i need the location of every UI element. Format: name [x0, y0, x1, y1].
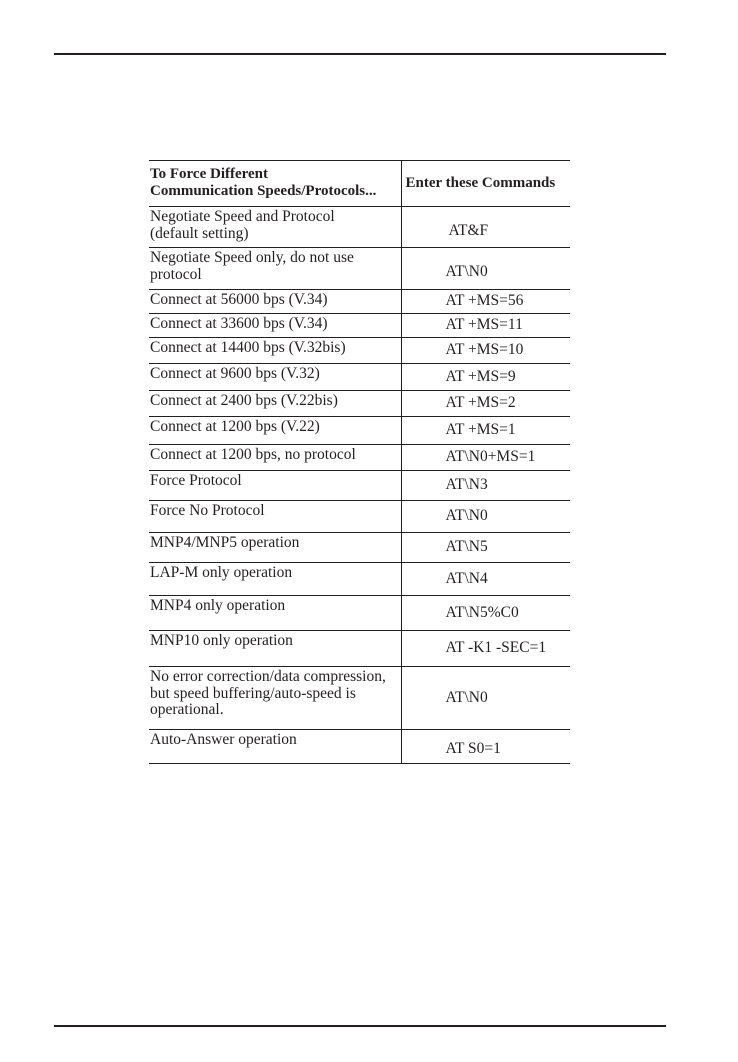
description-line: LAP-M only operation	[150, 564, 293, 581]
description-line: Force No Protocol	[150, 502, 265, 519]
table-row	[149, 445, 570, 471]
table-row	[149, 248, 570, 290]
row-description	[149, 667, 401, 730]
top-rule	[54, 53, 666, 55]
row-command: AT +MS=9	[401, 364, 570, 391]
table-row	[149, 730, 570, 764]
description-line: Connect at 1200 bps (V.22)	[150, 418, 320, 435]
row-description	[149, 338, 401, 364]
row-command: AT +MS=1	[401, 417, 570, 445]
row-command: AT -K1 -SEC=1	[401, 631, 570, 667]
row-description	[149, 563, 401, 596]
row-description	[149, 631, 401, 667]
header-commands: Enter these Commands	[401, 161, 570, 207]
row-command: AT +MS=10	[401, 338, 570, 364]
row-command: AT\N4	[401, 563, 570, 596]
description-line: Connect at 56000 bps (V.34)	[150, 291, 328, 308]
row-description	[149, 533, 401, 563]
description-line: Auto-Answer operation	[150, 731, 297, 748]
row-description	[149, 364, 401, 391]
table-row	[149, 631, 570, 667]
table-header-row	[149, 161, 570, 207]
row-description	[149, 391, 401, 417]
table-row	[149, 667, 570, 730]
header-force-speeds	[149, 161, 401, 207]
row-description	[149, 445, 401, 471]
header-force-line-2: Communication Speeds/Protocols...	[150, 182, 377, 199]
row-command: AT\N5%C0	[401, 596, 570, 631]
table-row	[149, 207, 570, 248]
description-line: Connect at 14400 bps (V.32bis)	[150, 339, 346, 356]
description-line: Connect at 2400 bps (V.22bis)	[150, 392, 338, 409]
header-force-line-1: To Force Different	[150, 166, 269, 182]
row-description	[149, 730, 401, 764]
row-description	[149, 207, 401, 248]
table-row	[149, 290, 570, 314]
description-line: Connect at 9600 bps (V.32)	[150, 365, 320, 382]
row-command: AT\N0	[401, 667, 570, 730]
table-row	[149, 596, 570, 631]
row-description	[149, 471, 401, 501]
table-row	[149, 533, 570, 563]
row-description	[149, 290, 401, 314]
row-command: AT\N5	[401, 533, 570, 563]
command-table	[149, 160, 570, 764]
row-command: AT\N0	[401, 501, 570, 533]
table-row	[149, 338, 570, 364]
description-line: (default setting)	[150, 224, 249, 242]
description-line: Force Protocol	[150, 472, 242, 489]
table-row	[149, 314, 570, 338]
row-description	[149, 596, 401, 631]
description-line: Connect at 33600 bps (V.34)	[150, 315, 328, 332]
row-description	[149, 417, 401, 445]
description-line: but speed buffering/auto-speed is	[150, 684, 356, 702]
row-description	[149, 248, 401, 290]
row-command: AT +MS=56	[401, 290, 570, 314]
row-command: AT\N0+MS=1	[401, 445, 570, 471]
description-line: MNP10 only operation	[150, 632, 293, 649]
row-command: AT\N3	[401, 471, 570, 501]
table-row	[149, 391, 570, 417]
description-line: Negotiate Speed and Protocol	[150, 208, 335, 225]
row-command: AT&F	[401, 207, 570, 248]
description-line: Negotiate Speed only, do not use	[150, 249, 354, 266]
row-description	[149, 314, 401, 338]
row-command: AT\N0	[401, 248, 570, 290]
row-command: AT +MS=11	[401, 314, 570, 338]
bottom-rule	[54, 1025, 666, 1027]
description-line: protocol	[150, 265, 202, 283]
row-command: AT S0=1	[401, 730, 570, 764]
description-line: MNP4 only operation	[150, 597, 286, 614]
description-line: Connect at 1200 bps, no protocol	[150, 446, 356, 463]
table-row	[149, 417, 570, 445]
description-line: operational.	[150, 701, 224, 718]
row-description	[149, 501, 401, 533]
table-row	[149, 471, 570, 501]
description-line: MNP4/MNP5 operation	[150, 534, 300, 551]
description-line: No error correction/data compression,	[150, 668, 386, 685]
table-row	[149, 563, 570, 596]
table-row	[149, 501, 570, 533]
table-row	[149, 364, 570, 391]
row-command: AT +MS=2	[401, 391, 570, 417]
